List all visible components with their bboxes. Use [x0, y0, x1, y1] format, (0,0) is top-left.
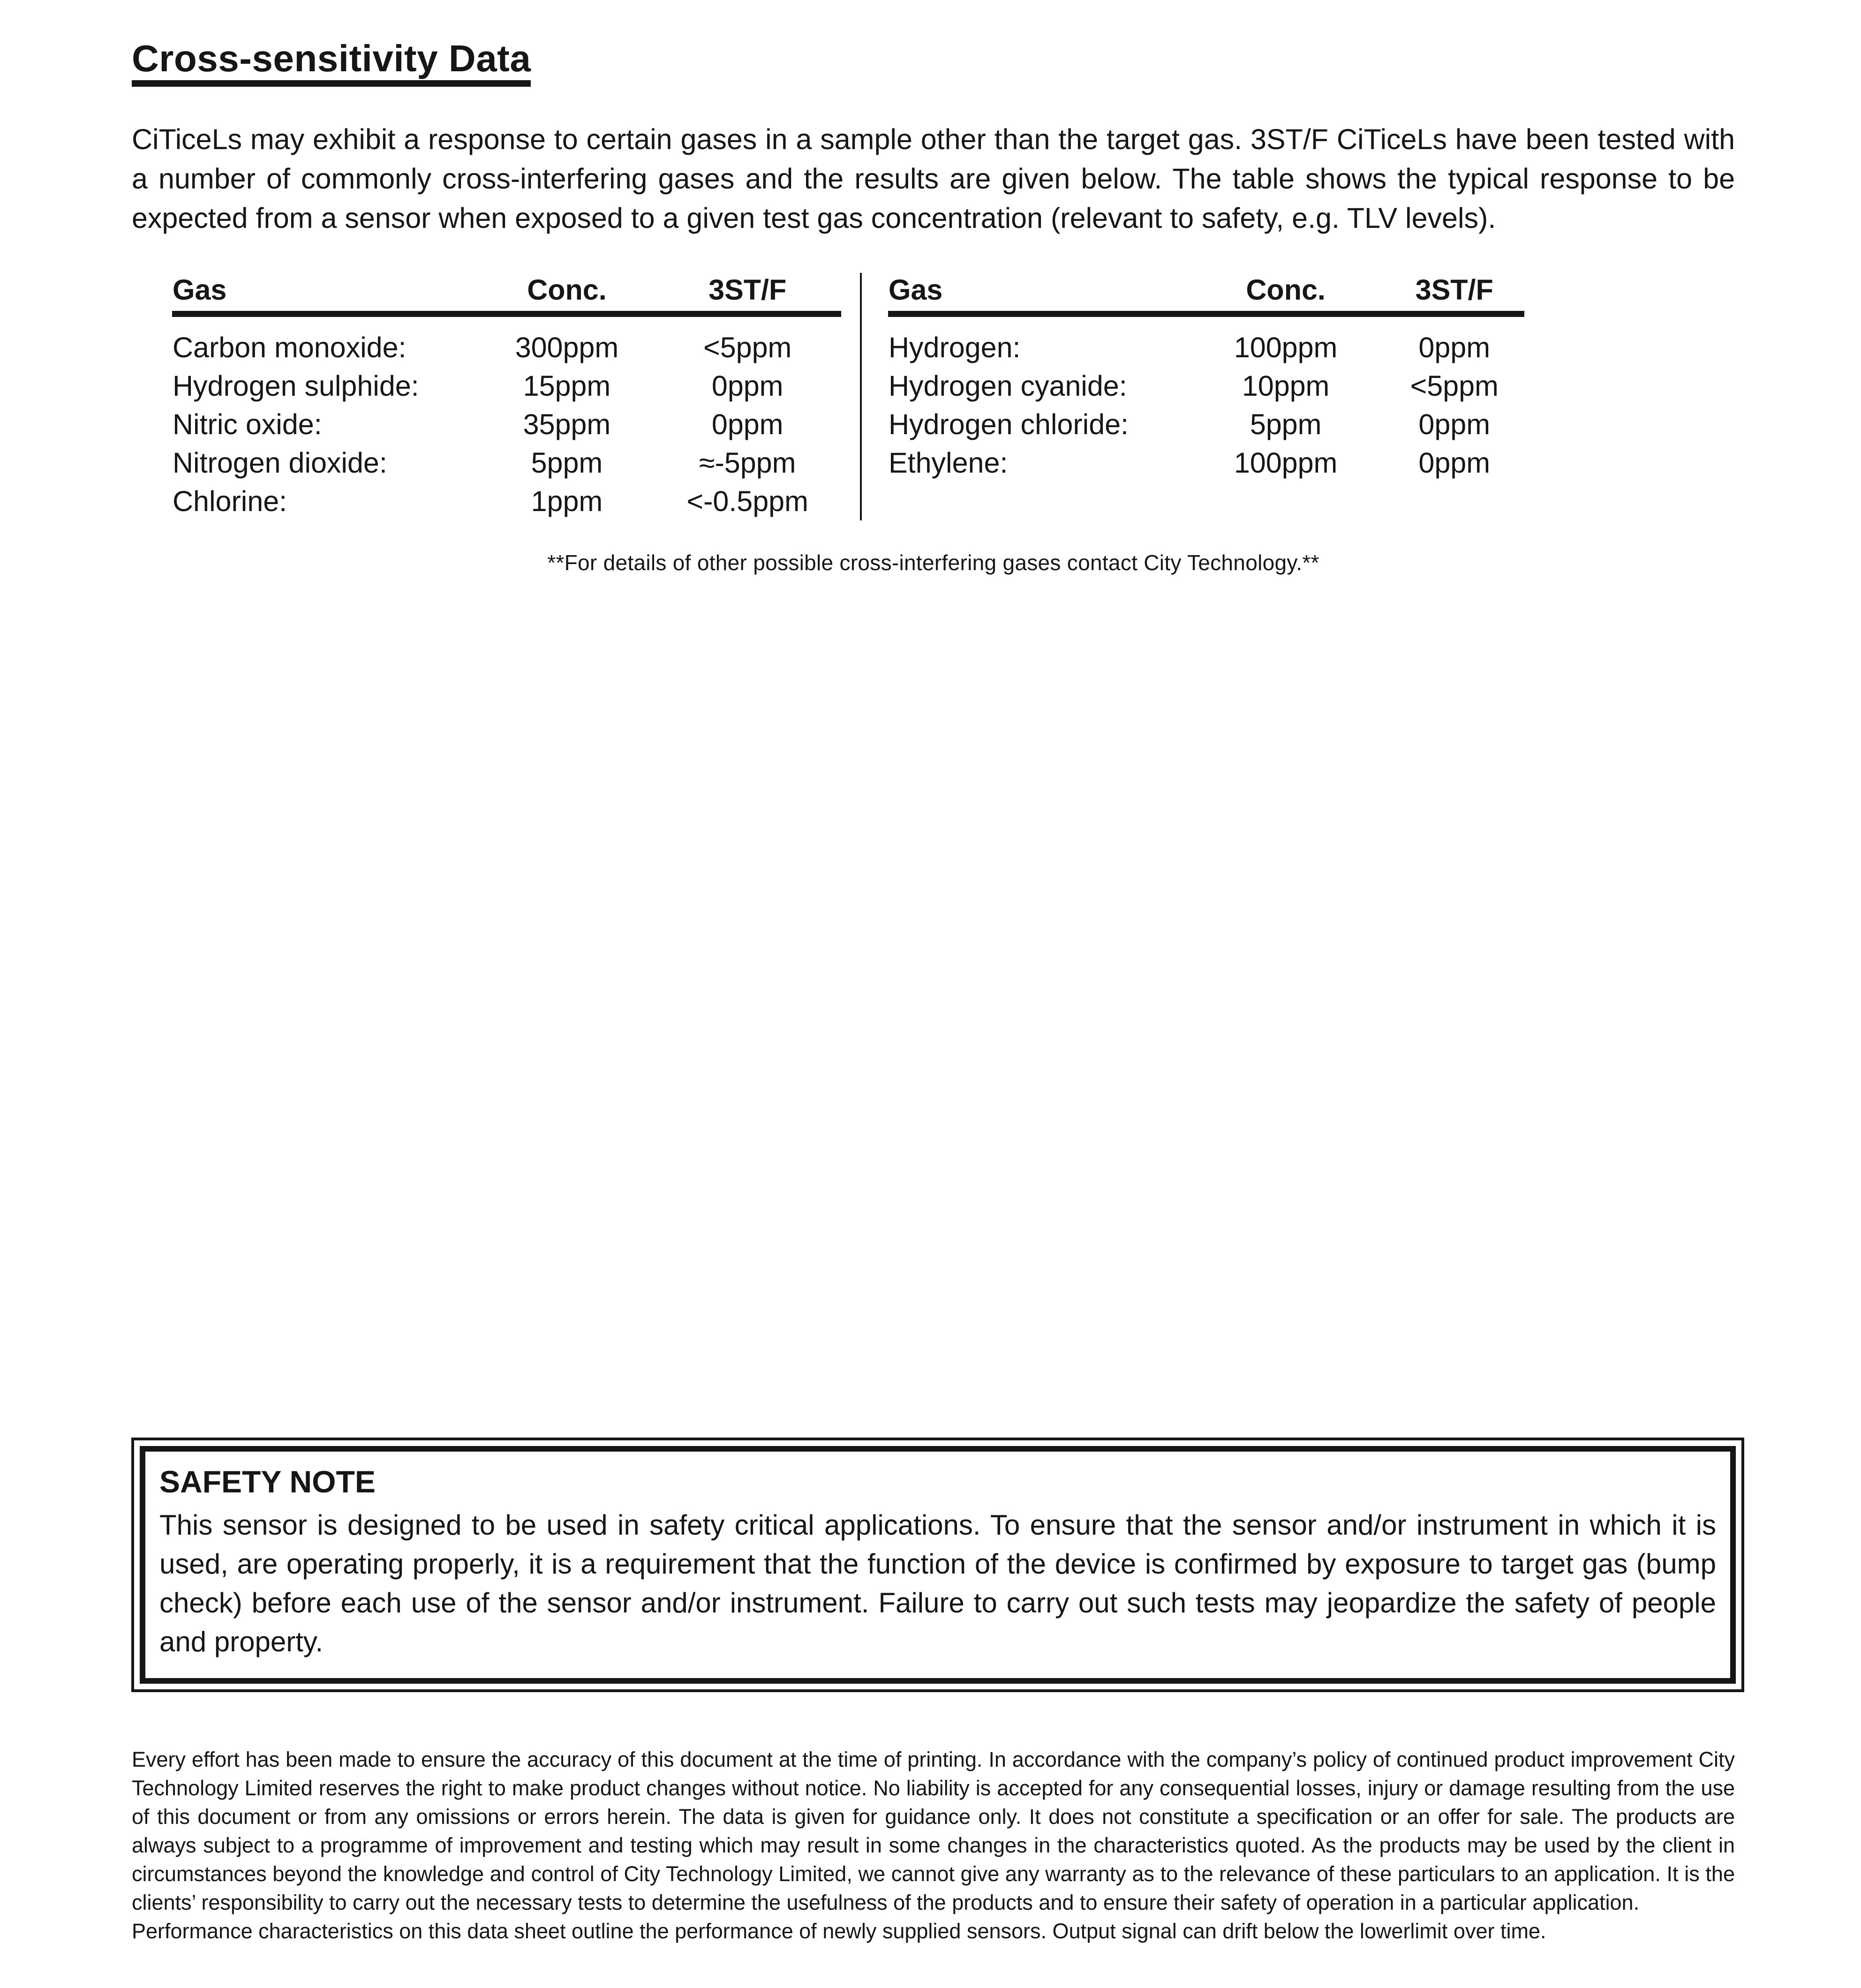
table-row [888, 405, 1524, 444]
cross-sensitivity-table [172, 273, 1735, 520]
concentration-cell: 35ppm [523, 408, 611, 440]
table-header-row [888, 273, 1524, 314]
response-cell: <5ppm [1410, 370, 1499, 402]
table-row [172, 482, 841, 520]
table-row [172, 405, 841, 444]
gas-name-cell: Nitric oxide: [173, 408, 322, 440]
column-header-conc: Conc. [480, 273, 654, 314]
safety-note-heading: SAFETY NOTE [159, 1464, 376, 1499]
gas-table-left [172, 273, 841, 520]
response-cell: 0ppm [1418, 408, 1491, 440]
table-footnote: **For details of other possible cross-interfering gases contact City Technology.** [547, 550, 1319, 575]
concentration-cell: 15ppm [523, 370, 611, 402]
table-row [172, 314, 841, 367]
safety-note-box [131, 1438, 1744, 1692]
concentration-cell: 100ppm [1234, 331, 1338, 363]
concentration-cell: 300ppm [515, 331, 619, 363]
performance-note: Performance characteristics on this data sheet outline the performance of newly supplied sensors. Output signal can drift below the lowerlimit over time. [132, 1919, 1546, 1943]
page-content [0, 0, 1861, 575]
response-cell: 0ppm [1418, 331, 1491, 363]
intro-paragraph: CiTiceLs may exhibit a response to certain gases in a sample other than the target gas. 3ST/F CiTiceLs have been tested with a number of commonly cross-interfering gases and the results are given below. The table shows the typical response to be expected from a sensor when exposed to a given test gas concentration (relevant to safety, e.g. TLV levels). [132, 123, 1735, 234]
gas-name-cell: Carbon monoxide: [173, 331, 407, 363]
table-row [888, 444, 1524, 482]
safety-note-inner-frame [140, 1446, 1736, 1684]
concentration-cell: 1ppm [531, 485, 603, 517]
gas-name-cell: Hydrogen chloride: [889, 408, 1129, 440]
response-cell: 0ppm [711, 408, 784, 440]
gas-name-cell: Chlorine: [173, 485, 287, 517]
table-header-row [172, 273, 841, 314]
table-row [888, 367, 1524, 405]
concentration-cell: 5ppm [1250, 408, 1322, 440]
gas-name-cell: Nitrogen dioxide: [173, 447, 387, 479]
response-cell: <5ppm [703, 331, 792, 363]
response-cell: 0ppm [711, 370, 784, 402]
column-header-response: 3ST/F [654, 273, 841, 314]
concentration-cell: 100ppm [1234, 447, 1338, 479]
gas-name-cell: Hydrogen: [889, 331, 1021, 363]
legal-disclaimer [132, 1745, 1735, 1945]
table-right-half [862, 273, 1524, 482]
response-cell: ≈-5ppm [699, 447, 796, 479]
column-header-gas: Gas [888, 273, 1187, 314]
table-row [172, 367, 841, 405]
page-title: Cross-sensitivity Data [132, 40, 531, 87]
column-header-gas: Gas [172, 273, 480, 314]
table-row [172, 444, 841, 482]
table-left-half [172, 273, 862, 520]
gas-name-cell: Hydrogen sulphide: [173, 370, 419, 402]
column-header-response: 3ST/F [1384, 273, 1524, 314]
safety-note-body: This sensor is designed to be used in safety critical applications. To ensure that the sensor and/or instrument in which it is used, are operating properly, it is a requirement that the function of the device is confirmed by exposure to target gas (bump check) before each use of the sensor and/or instrument. Failure to carry out such tests may jeopardize the safety of people and property. [159, 1509, 1716, 1657]
gas-name-cell: Hydrogen cyanide: [889, 370, 1127, 402]
response-cell: 0ppm [1418, 447, 1491, 479]
gas-name-cell: Ethylene: [889, 447, 1008, 479]
concentration-cell: 5ppm [531, 447, 603, 479]
column-header-conc: Conc. [1187, 273, 1385, 314]
disclaimer-paragraph: Every effort has been made to ensure the accuracy of this document at the time of printing. In accordance with the company’s policy of continued product improvement City Technology Limited reserves the right to make product changes without notice. No liability is accepted for any consequential losses, injury or damage resulting from the use of this document or from any omissions or errors herein. The data is given for guidance only. It does not constitute a specification or an offer for sale. The products are always subject to a programme of improvement and testing which may result in some changes in the characteristics quoted. As the products may be used by the client in circumstances beyond the knowledge and control of City Technology Limited, we cannot give any warranty as to the relevance of these particulars to an application. It is the clients’ responsibility to carry out the necessary tests to determine the usefulness of the products and to ensure their safety of operation in a particular application. [132, 1747, 1735, 1914]
table-row [888, 314, 1524, 367]
concentration-cell: 10ppm [1242, 370, 1330, 402]
gas-table-right [888, 273, 1524, 482]
response-cell: <-0.5ppm [686, 485, 808, 517]
